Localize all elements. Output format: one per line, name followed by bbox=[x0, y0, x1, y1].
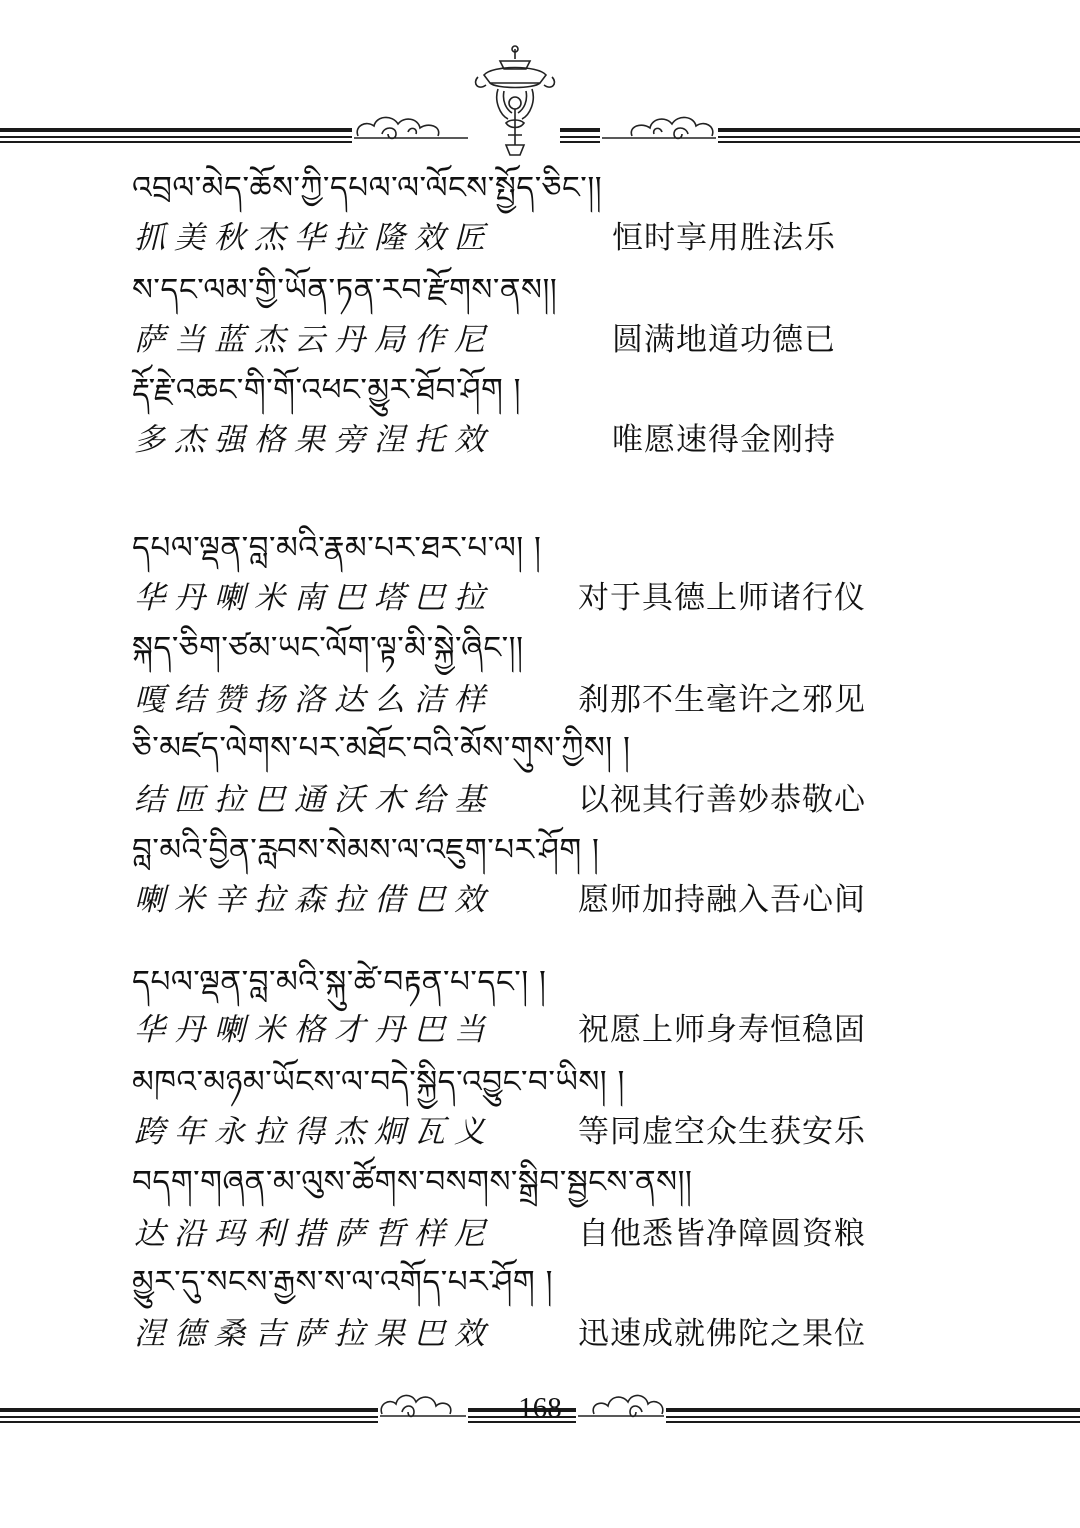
translation-line: 等同虚空众生获安乐 bbox=[578, 1114, 866, 1150]
phonetic-line: 涅德桑吉萨拉果巴效 bbox=[134, 1316, 494, 1352]
phonetic-line: 萨当蓝杰云丹局作尼 bbox=[134, 322, 494, 358]
tibetan-line: སྐད་ཅིག་ཙམ་ཡང་ལོག་ལྟ་མི་སྐྱེ་ཞིང་།། bbox=[132, 630, 524, 666]
parasol-emblem-icon bbox=[470, 45, 560, 160]
translation-line: 恒时享用胜法乐 bbox=[612, 220, 836, 256]
phonetic-line: 达沿玛利措萨哲样尼 bbox=[134, 1216, 494, 1252]
right-cloud-icon bbox=[600, 112, 718, 146]
left-cloud-icon bbox=[378, 1390, 468, 1424]
tibetan-line: རྡོ་རྗེ་འཆང་གི་གོ་འཕང་མྱུར་ཐོབ་ཤོག ། bbox=[132, 372, 522, 408]
tibetan-line: ས་དང་ལམ་གྱི་ཡོན་ཏན་རབ་རྫོགས་ནས།། bbox=[132, 272, 558, 308]
tibetan-line: དཔལ་ལྡན་བླ་མའི་སྐུ་ཚེ་བརྟན་པ་དང་། ། bbox=[132, 964, 547, 1000]
phonetic-line: 结匝拉巴通沃木给基 bbox=[134, 782, 494, 818]
translation-line: 唯愿速得金刚持 bbox=[612, 422, 836, 458]
phonetic-line: 华丹喇米南巴塔巴拉 bbox=[134, 580, 494, 616]
tibetan-line: མཁའ་མཉམ་ཡོངས་ལ་བདེ་སྐྱིད་འབྱུང་བ་ཡིས། ། bbox=[132, 1064, 625, 1100]
translation-line: 刹那不生毫许之邪见 bbox=[578, 682, 866, 718]
tibetan-line: མྱུར་དུ་སངས་རྒྱས་ས་ལ་འགོད་པར་ཤོག ། bbox=[132, 1264, 553, 1300]
translation-line: 自他悉皆净障圆资粮 bbox=[578, 1216, 866, 1252]
tibetan-line: བླ་མའི་བྱིན་རླབས་སེམས་ལ་འཇུག་པར་ཤོག ། bbox=[132, 832, 600, 868]
phonetic-line: 抓美秋杰华拉隆效匠 bbox=[134, 220, 494, 256]
phonetic-line: 喇米辛拉森拉借巴效 bbox=[134, 882, 494, 918]
page-number: 168 bbox=[518, 1392, 562, 1424]
translation-line: 以视其行善妙恭敬心 bbox=[578, 782, 866, 818]
tibetan-line: བདག་གཞན་མ་ལུས་ཚོགས་བསགས་སྒྲིབ་སྦྱངས་ནས།། bbox=[132, 1164, 693, 1200]
tibetan-line: དཔལ་ལྡན་བླ་མའི་རྣམ་པར་ཐར་པ་ལ། ། bbox=[132, 530, 542, 566]
translation-line: 迅速成就佛陀之果位 bbox=[578, 1316, 866, 1352]
phonetic-line: 华丹喇米格才丹巴当 bbox=[134, 1012, 494, 1048]
right-cloud-icon bbox=[576, 1390, 666, 1424]
translation-line: 圆满地道功德已 bbox=[612, 322, 836, 358]
phonetic-line: 多杰强格果旁涅托效 bbox=[134, 422, 494, 458]
tibetan-line: འབྲལ་མེད་ཆོས་ཀྱི་དཔལ་ལ་ལོངས་སྤྱོད་ཅིང་།། bbox=[132, 170, 603, 206]
tibetan-line: ཅི་མཛད་ལེགས་པར་མཐོང་བའི་མོས་གུས་ཀྱིས། ། bbox=[132, 730, 631, 766]
phonetic-line: 跨年永拉得杰炯瓦义 bbox=[134, 1114, 494, 1150]
phonetic-line: 嘎结赞扬洛达么洁样 bbox=[134, 682, 494, 718]
translation-line: 对于具德上师诸行仪 bbox=[578, 580, 866, 616]
left-cloud-icon bbox=[352, 112, 470, 146]
translation-line: 祝愿上师身寿恒稳固 bbox=[578, 1012, 866, 1048]
translation-line: 愿师加持融入吾心间 bbox=[578, 882, 866, 918]
